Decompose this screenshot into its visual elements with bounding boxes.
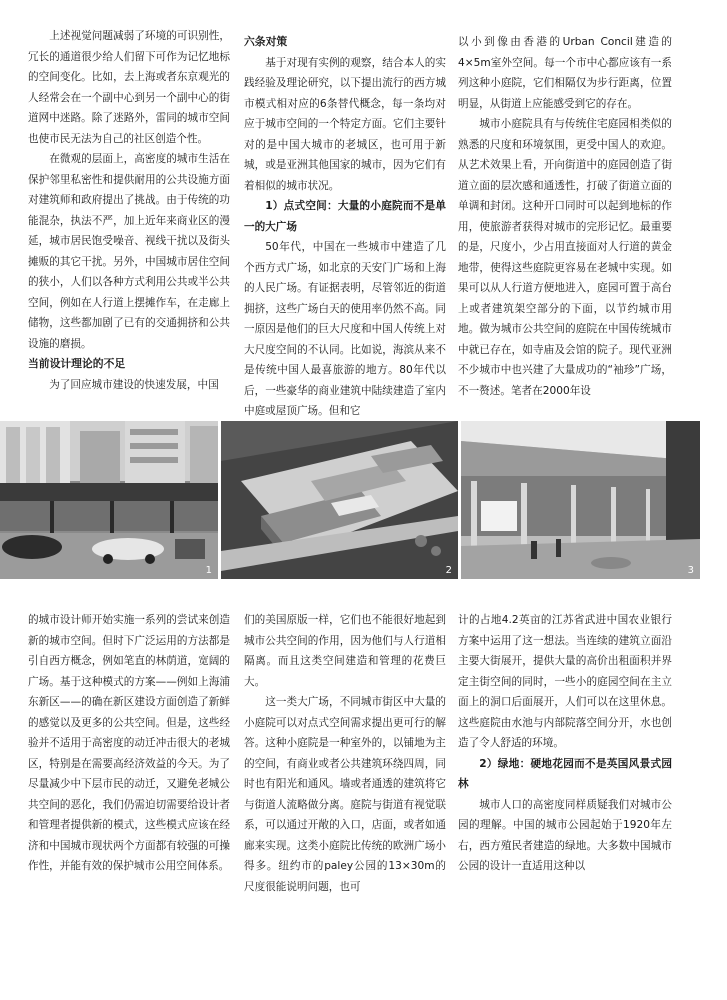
paragraph: 城市人口的高密度同样质疑我们对城市公园的理解。中国的城市公园起始于1920年左右，西方殖民者建造的绿地。大多数中国城市公园的设计一直适用这种以	[458, 798, 672, 872]
photo-site-model	[221, 421, 458, 579]
paragraph: 在微观的层面上，高密度的城市生活在保护邻里私密性和提供耐用的公共设施方面对建筑师和政府提出了挑战。由于传统的功能混杂，执法不严，加上近年来商业区的漫延，城市居民饱受噪音、视线干扰以及街头摊贩的其它干扰。另外，中国城市居住空间的狭小，人们以各种方式利用公共或半公共空间，例如在人行道上摆摊作车，在走廊上储物，这些都加剧了已有的交通拥挤和公共设施的磨损。	[28, 153, 230, 350]
paragraph: 基于对现有实例的观察，结合本人的实践经验及理论研究，以下提出流行的西方城市模式相对应的6条替代概念，每一条均对应于城市空间的一个特定方面。它们主要针对的是中国大城市的老城区，也可用于新城，或是亚洲其他国家的城市，因为它们有着相似的城市状况。	[244, 56, 446, 192]
paragraph: 50年代，中国在一些城市中建造了几个西方式广场，如北京的天安门广场和上海的人民广场。有证据表明，尽管邻近的街道拥挤，这些广场白天的使用率仍然不高。同一原因是他们的巨大尺度和中国人传统上对大尺度空间的不认同。比如说，海滨从来不是传统中国人最喜旅游的地方。80年代以后，一些豪华的商业建筑中陆续建造了室内中庭或屋顶广场。但和它	[244, 241, 446, 417]
column-5	[244, 610, 446, 897]
paragraph: 的城市设计师开始实施一系列的尝试来创造新的城市空间。但时下广泛运用的方法都是引自西方概念，例如笔直的林荫道，宽阔的广场。基于这种模式的方案——例如上海浦东新区——的确在新区建设方面创造了新鲜的感觉以及更多的公共空间。但是，这些经验并不适用于高密度的动迁冲击很大的老城区，特别是在需要高经济效益的今天。为了尽量减少中下层市民的动迁，又避免老城公共空间的恶化，我们仍需迫切需要给设计者和管理者提供新的模式，这些模式应该在经济和中国城市现状两个方面都有较强的可操作性，并能有效的保护城市公用空间体系。	[28, 614, 230, 872]
paragraph: 计的占地4.2英亩的江苏省武进中国农业银行方案中运用了这一想法。当连续的建筑立面沿主要大街展开，提供大量的高价出租面积并界定主街空间的同时，一些小的庭园空间在主立面上的洞口后面展开，人们可以在这里休息。这些庭院由水池与内部院落空间分开，水也创造了令人舒适的环境。	[458, 614, 672, 749]
column-2	[244, 32, 446, 422]
paragraph: 这一类大广场，不同城市街区中大量的小庭院可以对点式空间需求提出更可行的解答。这种小庭院是一种室外的，以铺地为主的空间，有商业或者公共建筑环绕四周，同时也有阳光和通风。墙或者通透的建筑将它与街道人流略做分离。庭院与街道有视觉联系，可以通过开敞的入口，店面，或者如通廊来实现。这类小庭院比传统的欧洲广场小得多。纽约市的paley公园的13×30m的尺度很能说明问题，也可	[244, 696, 446, 893]
paragraph: 上述视觉问题减弱了环境的可识别性，冗长的通道很少给人们留下可作为记忆地标的空间变化。比如，去上海或者东京观光的人经常会在一个副中心到另一个副中心的街道网中迷路。除了迷路外，雷同的城市空间也使市民无法为自己的社区创造个性。	[28, 30, 230, 145]
paragraph: 以小到像由香港的Urban Concil建造的4×5m室外空间。每一个市中心都应该有一系列这种小庭院，它们相隔仅为步行距离，位置明显，从街道上应能感受到它的存在。	[458, 36, 672, 110]
paragraph: 为了回应城市建设的快速发展，中国	[49, 378, 219, 391]
photo-arcade	[461, 421, 700, 579]
column-4	[28, 610, 230, 877]
section-heading: 六条对策	[244, 35, 288, 48]
subsection-heading: 1）点式空间：大量的小庭院而不是单一的大广场	[244, 200, 446, 233]
photo-number: 2	[445, 565, 452, 576]
column-6	[458, 610, 672, 877]
photo-number: 1	[205, 565, 212, 576]
photo-strip	[0, 421, 700, 581]
photo-number: 3	[687, 565, 694, 576]
column-1	[28, 26, 230, 395]
paragraph: 们的美国原版一样，它们也不能很好地起到城市公共空间的作用，因为他们与人行道相隔离。而且这类空间建造和管理的花费巨大。	[244, 614, 446, 688]
column-3	[458, 32, 672, 401]
subsection-heading: 2）绿地：硬地花园而不是英国风景式园林	[458, 757, 672, 790]
photo-street-plaza	[0, 421, 218, 579]
section-heading: 当前设计理论的不足	[28, 357, 126, 370]
paragraph: 城市小庭院具有与传统住宅庭园相类似的熟悉的尺度和环境氛围，更受中国人的欢迎。从艺术效果上看，开向街道中的庭园创造了街道立面的层次感和通透性，打破了街道立面的单调和封闭。这种开口同时可以起到地标的作用，使旅游者获得对城市的完形记忆。最重要的是，尺度小，少占用直接面对人行道的黄金地带，使得这些庭院更容易在老城中实现。如果可以从人行道方便地进入，庭园可置于高台上或者建筑架空部分的下面，以节约城市用地。做为城市公共空间的庭院在中国传统城市中就已存在，如寺庙及会馆的院子。现代亚洲不少城市中也兴建了大量成功的“袖珍”广场，不一赘述。笔者在2000年设	[458, 118, 672, 397]
